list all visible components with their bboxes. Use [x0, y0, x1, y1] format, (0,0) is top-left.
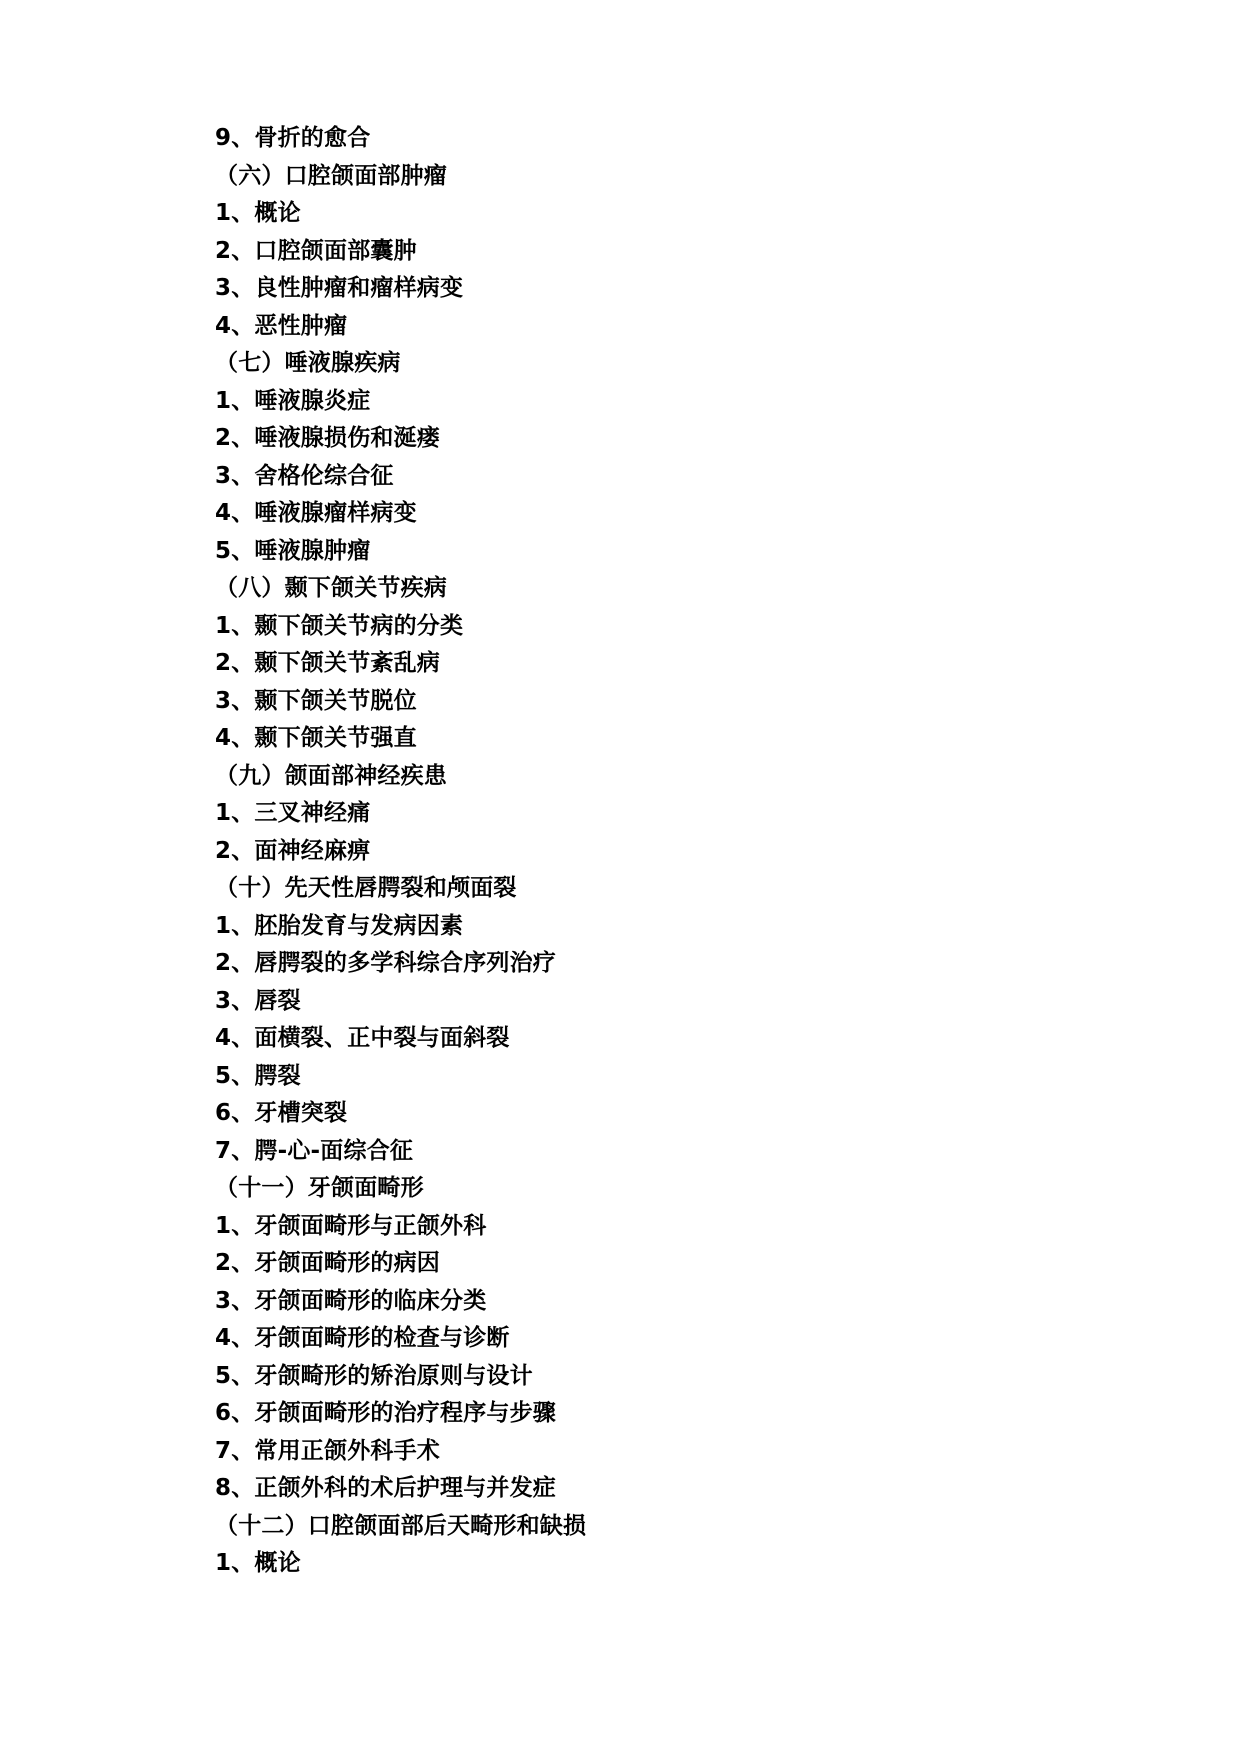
outline-section-heading: （十一）牙颌面畸形: [215, 1175, 424, 1201]
outline-item: 5、腭裂: [215, 1062, 301, 1089]
outline-item: 4、唾液腺瘤样病变: [215, 500, 417, 526]
outline-list: [215, 120, 1075, 1583]
outline-item: 1、颞下颌关节病的分类: [215, 612, 464, 639]
outline-item: 3、牙颌面畸形的临床分类: [215, 1287, 487, 1314]
outline-item: 4、恶性肿瘤: [215, 312, 348, 339]
outline-item: 2、口腔颌面部囊肿: [215, 237, 417, 264]
outline-item: 7、腭-心-面综合征: [215, 1137, 414, 1164]
outline-item: 8、正颌外科的术后护理与并发症: [215, 1475, 557, 1501]
outline-item: 1、唾液腺炎症: [215, 387, 371, 414]
outline-item: 6、牙槽突裂: [215, 1100, 348, 1126]
outline-item: 9、骨折的愈合: [215, 125, 371, 151]
outline-section-heading: （九）颌面部神经疾患: [215, 762, 447, 789]
outline-item: 3、颞下颌关节脱位: [215, 687, 417, 714]
outline-item: 2、牙颌面畸形的病因: [215, 1250, 441, 1276]
outline-section-heading: （八）颞下颌关节疾病: [215, 575, 447, 601]
outline-item: 4、面横裂、正中裂与面斜裂: [215, 1025, 510, 1051]
outline-item: 2、面神经麻痹: [215, 837, 371, 864]
outline-section-heading: （七）唾液腺疾病: [215, 350, 401, 376]
outline-item: 2、唇腭裂的多学科综合序列治疗: [215, 950, 557, 976]
outline-section-heading: （十）先天性唇腭裂和颅面裂: [215, 875, 517, 901]
outline-item: 2、颞下颌关节紊乱病: [215, 650, 441, 676]
outline-item: 7、常用正颌外科手术: [215, 1437, 441, 1464]
outline-item: 2、唾液腺损伤和涎瘘: [215, 425, 441, 451]
outline-item: 1、概论: [215, 1550, 301, 1576]
outline-item: 6、牙颌面畸形的治疗程序与步骤: [215, 1400, 557, 1426]
outline-item: 3、良性肿瘤和瘤样病变: [215, 275, 464, 301]
outline-item: 3、唇裂: [215, 987, 301, 1014]
outline-item: 1、胚胎发育与发病因素: [215, 912, 464, 939]
outline-section-heading: （十二）口腔颌面部后天畸形和缺损: [215, 1512, 587, 1539]
outline-item: 4、牙颌面畸形的检查与诊断: [215, 1325, 510, 1351]
outline-item: 1、三叉神经痛: [215, 800, 371, 826]
outline-item: 5、牙颌畸形的矫治原则与设计: [215, 1362, 533, 1389]
outline-section-heading: （六）口腔颌面部肿瘤: [215, 162, 447, 189]
outline-item: 1、概论: [215, 200, 301, 226]
outline-item: 4、颞下颌关节强直: [215, 725, 417, 751]
outline-item: 1、牙颌面畸形与正颌外科: [215, 1212, 487, 1239]
outline-item: 3、舍格伦综合征: [215, 462, 394, 489]
outline-item: 5、唾液腺肿瘤: [215, 537, 371, 564]
